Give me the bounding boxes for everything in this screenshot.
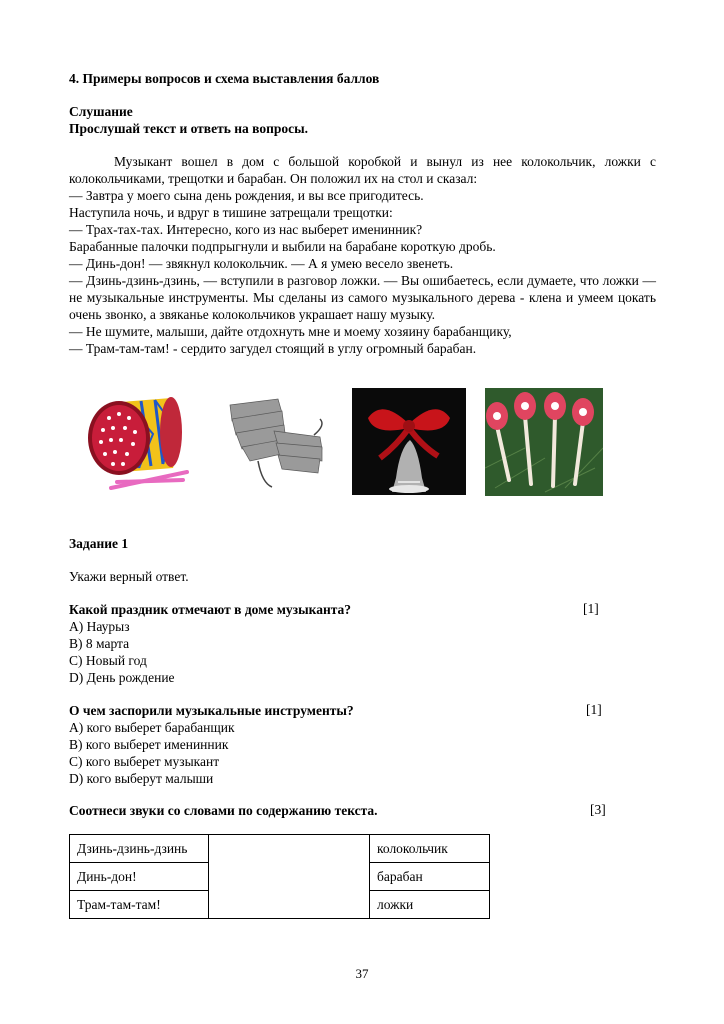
question-3-points: [3] bbox=[590, 802, 606, 817]
story-line: — Трам-там-там! - сердито загудел стоящий в углу огромный барабан. bbox=[69, 341, 477, 356]
spoons-image bbox=[485, 388, 603, 496]
story-line: — Динь-дон! — звякнул колокольчик. — А я умею весело звенеть. bbox=[69, 256, 454, 271]
page-number: 37 bbox=[355, 966, 369, 981]
story-paragraph-2: — Дзинь-дзинь-дзинь, — вступили в разговор ложки. — Вы ошибаетесь, если думаете, что ложки — не музыкальные инструменты. Мы сделаны из самого музыкального дерева - клена и умеем цокать очень звонко, а звяканье колокольчиков украшает нашу музыку. bbox=[69, 273, 656, 323]
listening-instruction: Прослушай текст и ответь на вопросы. bbox=[69, 121, 309, 136]
story-line: — Не шумите, малыши, дайте отдохнуть мне и моему хозяину барабанщику, bbox=[69, 324, 512, 339]
section-heading: 4. Примеры вопросов и схема выставления баллов bbox=[69, 71, 380, 86]
bell-image bbox=[352, 388, 466, 495]
task-instruction: Укажи верный ответ. bbox=[69, 569, 189, 584]
q2-option-c: С) кого выберет музыкант bbox=[69, 754, 220, 769]
matching-table bbox=[69, 834, 490, 919]
question-1: Какой праздник отмечают в доме музыканта? bbox=[69, 602, 352, 617]
table-row bbox=[70, 835, 490, 863]
word-cell: колокольчик bbox=[370, 835, 490, 863]
q1-option-c: С) Новый год bbox=[69, 653, 147, 668]
question-2: О чем заспорили музыкальные инструменты? bbox=[69, 703, 354, 718]
q2-option-d: D) кого выберут малыши bbox=[69, 771, 214, 786]
task-title: Задание 1 bbox=[69, 536, 129, 551]
q2-option-b: В) кого выберет именинник bbox=[69, 737, 229, 752]
matching-area[interactable] bbox=[209, 835, 370, 919]
q1-option-b: В) 8 марта bbox=[69, 636, 130, 651]
question-3: Соотнеси звуки со словами по содержанию текста. bbox=[69, 803, 378, 818]
story-line: — Трах-тах-тах. Интересно, кого из нас выберет именинник? bbox=[69, 222, 423, 237]
question-2-points: [1] bbox=[586, 702, 602, 717]
drum-image bbox=[83, 388, 195, 494]
story-line: — Завтра у моего сына день рождения, и вы все пригодитесь. bbox=[69, 188, 424, 203]
q1-option-a: А) Наурыз bbox=[69, 619, 130, 634]
story-paragraph-1: Музыкант вошел в дом с большой коробкой и вынул из нее колокольчик, ложки с колокольчиками, трещотки и барабан. Он положил их на стол и сказал: bbox=[69, 154, 656, 187]
story-line: Барабанные палочки подпрыгнули и выбили на барабане короткую дробь. bbox=[69, 239, 496, 254]
question-1-points: [1] bbox=[583, 601, 599, 616]
word-cell: ложки bbox=[370, 891, 490, 919]
sound-cell: Динь-дон! bbox=[70, 863, 209, 891]
q1-option-d: D) День рождение bbox=[69, 670, 175, 685]
sound-cell: Трам-там-там! bbox=[70, 891, 209, 919]
listening-title: Слушание bbox=[69, 104, 133, 119]
rattles-image bbox=[222, 391, 334, 495]
sound-cell: Дзинь-дзинь-дзинь bbox=[70, 835, 209, 863]
word-cell: барабан bbox=[370, 863, 490, 891]
q2-option-a: А) кого выберет барабанщик bbox=[69, 720, 235, 735]
story-line: Наступила ночь, и вдруг в тишине затрещали трещотки: bbox=[69, 205, 393, 220]
